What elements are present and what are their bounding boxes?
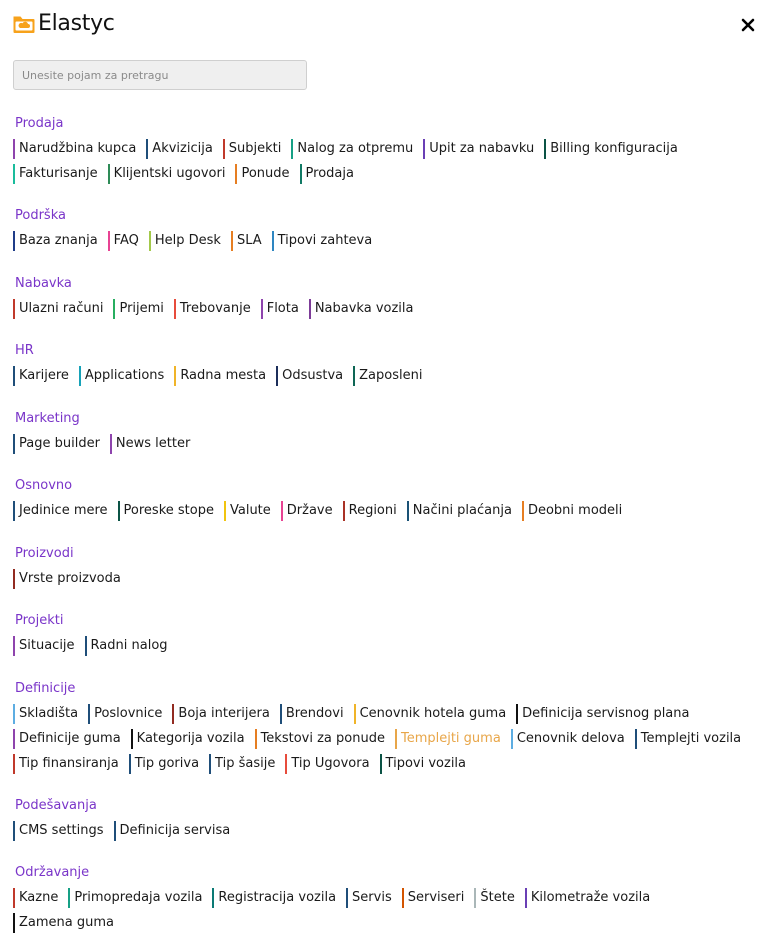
search-input[interactable] <box>13 60 307 90</box>
menu-item[interactable]: Deobni modeli <box>522 501 632 521</box>
menu-item[interactable]: Registracija vozila <box>212 888 346 908</box>
menu-item[interactable]: Cenovnik delova <box>511 729 635 749</box>
menu-item[interactable]: Trebovanje <box>174 299 261 319</box>
close-button[interactable] <box>737 14 759 36</box>
menu-item[interactable]: Poslovnice <box>88 704 172 724</box>
menu-item[interactable]: Baza znanja <box>13 231 108 251</box>
header <box>12 10 769 44</box>
menu-item[interactable]: SLA <box>231 231 272 251</box>
menu-item[interactable]: Radna mesta <box>174 366 276 386</box>
menu-item[interactable]: Servis <box>346 888 402 908</box>
section-items <box>13 229 763 254</box>
menu-item[interactable]: Definicije guma <box>13 729 131 749</box>
menu-item[interactable]: Skladišta <box>13 704 88 724</box>
menu-item[interactable]: Regioni <box>343 501 407 521</box>
menu-item[interactable]: Subjekti <box>223 139 292 159</box>
menu-item[interactable]: Tip šasije <box>209 754 285 774</box>
menu-item[interactable]: Cenovnik hotela guma <box>354 704 517 724</box>
menu-item[interactable]: Flota <box>261 299 309 319</box>
menu-item[interactable]: Štete <box>474 888 524 908</box>
menu-item[interactable]: Valute <box>224 501 281 521</box>
menu-item[interactable]: Kazne <box>13 888 68 908</box>
menu-item[interactable]: Načini plaćanja <box>407 501 522 521</box>
section-nabavka <box>13 270 763 338</box>
section-items <box>13 819 763 844</box>
menu-item[interactable]: Definicija servisa <box>114 821 241 841</box>
section-projekti <box>13 607 763 675</box>
section-items <box>13 567 763 592</box>
menu-item[interactable]: Templejti guma <box>395 729 511 749</box>
menu-item[interactable]: Page builder <box>13 434 110 454</box>
menu-item[interactable]: Tipovi zahteva <box>272 231 383 251</box>
menu-item[interactable]: Situacije <box>13 636 85 656</box>
menu-item[interactable]: Ulazni računi <box>13 299 113 319</box>
section-title: Osnovno <box>15 478 73 493</box>
menu-item[interactable]: Tekstovi za ponude <box>255 729 395 749</box>
section-items <box>13 702 763 777</box>
section-items <box>13 634 763 659</box>
menu-item[interactable]: Primopredaja vozila <box>68 888 212 908</box>
section-hr <box>13 337 763 405</box>
section-items <box>13 499 763 524</box>
menu-item[interactable]: Vrste proizvoda <box>13 569 131 589</box>
menu-item[interactable]: Kategorija vozila <box>131 729 255 749</box>
menu-item[interactable]: Odsustva <box>276 366 353 386</box>
section-osnovno <box>13 472 763 540</box>
section-prodaja <box>13 110 763 202</box>
section-proizvodi <box>13 540 763 608</box>
section-items <box>13 297 763 322</box>
menu-item[interactable]: CMS settings <box>13 821 114 841</box>
section-title: HR <box>15 343 34 358</box>
menu-item[interactable]: Jedinice mere <box>13 501 118 521</box>
menu-item[interactable]: Prodaja <box>300 164 364 184</box>
section-items <box>13 364 763 389</box>
section-title: Nabavka <box>15 275 72 291</box>
menu-item[interactable]: News letter <box>110 434 200 454</box>
menu-item[interactable]: Help Desk <box>149 231 231 251</box>
menu-item[interactable]: Narudžbina kupca <box>13 139 146 159</box>
menu-item[interactable]: Tip Ugovora <box>285 754 379 774</box>
section-podrška <box>13 202 763 270</box>
menu-item[interactable]: Upit za nabavku <box>423 139 544 159</box>
menu-item[interactable]: Templejti vozila <box>635 729 751 749</box>
menu-item[interactable]: Brendovi <box>280 704 354 724</box>
menu-item[interactable]: Fakturisanje <box>13 164 108 184</box>
menu-item[interactable]: Ponude <box>235 164 299 184</box>
menu-item[interactable]: Karijere <box>13 366 79 386</box>
menu-item[interactable]: Klijentski ugovori <box>108 164 236 184</box>
app-name: Elastyc <box>38 11 115 36</box>
menu-item[interactable]: Applications <box>79 366 174 386</box>
menu-item[interactable]: Billing konfiguracija <box>544 139 688 159</box>
menu-item[interactable]: Zaposleni <box>353 366 432 386</box>
menu-item[interactable]: Serviseri <box>402 888 475 908</box>
menu-item[interactable]: Akvizicija <box>146 139 223 159</box>
menu-item[interactable]: Nalog za otpremu <box>291 139 423 159</box>
section-title: Projekti <box>15 613 64 628</box>
menu-item[interactable]: Tip finansiranja <box>13 754 129 774</box>
section-title: Marketing <box>15 410 80 426</box>
section-items <box>13 137 763 187</box>
section-items <box>13 432 763 457</box>
section-title: Prodaja <box>15 116 64 131</box>
menu-item[interactable]: Zamena guma <box>13 913 124 933</box>
section-title: Proizvodi <box>15 545 74 561</box>
folder-cloud-icon <box>12 12 36 36</box>
section-title: Podešavanja <box>15 797 97 813</box>
section-održavanje <box>13 859 763 951</box>
menu-item[interactable]: Kilometraže vozila <box>525 888 660 908</box>
menu-item[interactable]: Radni nalog <box>85 636 178 656</box>
menu-sections <box>13 110 763 951</box>
section-title: Održavanje <box>15 865 90 880</box>
menu-item[interactable]: Poreske stope <box>118 501 224 521</box>
menu-item[interactable]: Boja interijera <box>172 704 279 724</box>
menu-item[interactable]: Tip goriva <box>129 754 209 774</box>
close-icon <box>737 14 759 36</box>
menu-item[interactable]: Tipovi vozila <box>380 754 476 774</box>
section-definicije <box>13 675 763 792</box>
menu-item[interactable]: Države <box>281 501 343 521</box>
logo[interactable] <box>12 12 115 36</box>
menu-item[interactable]: Definicija servisnog plana <box>516 704 699 724</box>
section-marketing <box>13 405 763 473</box>
section-items <box>13 886 763 936</box>
section-title: Definicije <box>15 680 76 696</box>
menu-item[interactable]: Nabavka vozila <box>309 299 424 319</box>
section-title: Podrška <box>15 208 66 223</box>
menu-item[interactable]: FAQ <box>108 231 149 251</box>
menu-item[interactable]: Prijemi <box>113 299 173 319</box>
section-podešavanja <box>13 792 763 860</box>
